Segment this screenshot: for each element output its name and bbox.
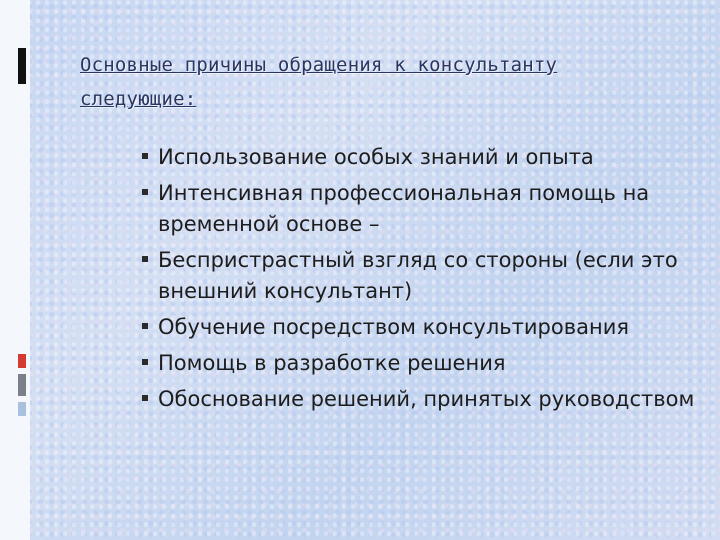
- bullet-icon: [142, 256, 148, 262]
- list-item: [140, 312, 700, 343]
- reasons-list: [140, 142, 700, 420]
- list-item-text: Обоснование решений, принятых руководством: [158, 387, 695, 411]
- decorative-bar-light-blue: [18, 402, 26, 416]
- bullet-icon: [142, 323, 148, 329]
- slide-title: Основные причины обращения к консультанту следующие:: [80, 54, 558, 110]
- list-item: [140, 178, 700, 240]
- decorative-bar-red: [18, 354, 26, 368]
- list-item: [140, 348, 700, 379]
- bullet-icon: [142, 189, 148, 195]
- decorative-bar-gray: [18, 374, 26, 396]
- list-item: [140, 384, 700, 415]
- list-item-text: Интенсивная профессиональная помощь на временной основе –: [158, 181, 650, 236]
- list-item: [140, 245, 700, 307]
- left-decorative-strip: [0, 0, 30, 540]
- list-item-text: Помощь в разработке решения: [158, 351, 506, 375]
- bullet-icon: [142, 395, 148, 401]
- list-item-text: Использование особых знаний и опыта: [158, 145, 594, 169]
- bullet-icon: [142, 359, 148, 365]
- decorative-bar-black: [18, 48, 26, 84]
- list-item: [140, 142, 700, 173]
- bullet-icon: [142, 153, 148, 159]
- list-item-text: Обучение посредством консультирования: [158, 315, 629, 339]
- list-item-text: Беспристрастный взгляд со стороны (если это внешний консультант): [158, 248, 678, 303]
